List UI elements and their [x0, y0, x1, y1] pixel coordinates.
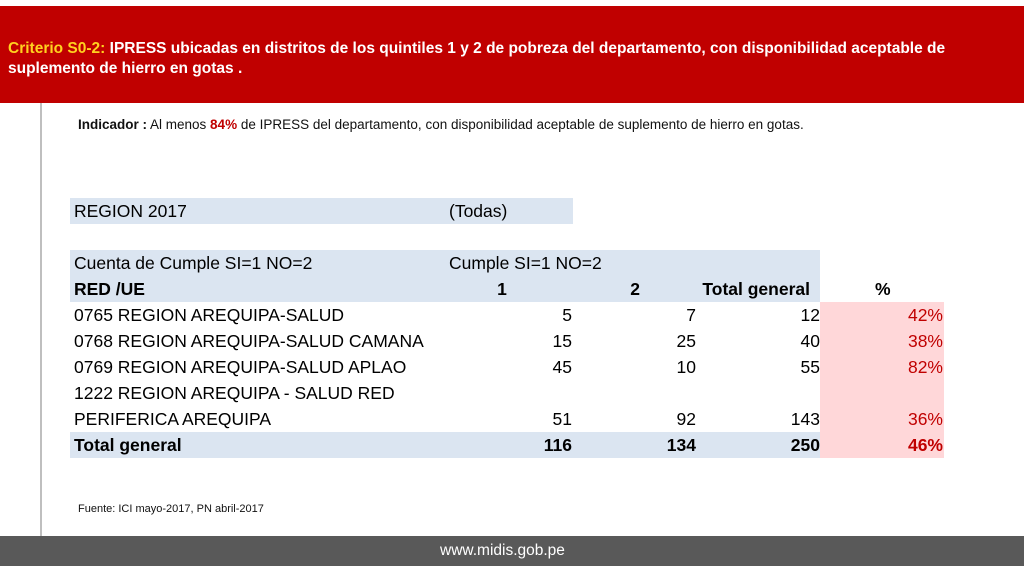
- row-name-line-2: PERIFERICA AREQUIPA: [74, 409, 272, 429]
- source-note: Fuente: ICI mayo-2017, PN abril-2017: [78, 503, 264, 515]
- row-v1: 15: [552, 331, 572, 351]
- criterio-text: IPRESS ubicadas en distritos de los quintiles 1 y 2 de pobreza del departamento, con disponibilidad aceptable de suplemento de hierro en gotas .: [8, 40, 946, 77]
- col-2-header: 2: [630, 279, 640, 299]
- row-name: 0765 REGION AREQUIPA-SALUD: [74, 305, 345, 325]
- row-name: 0768 REGION AREQUIPA-SALUD CAMANA: [74, 331, 424, 351]
- count-label: Cuenta de Cumple SI=1 NO=2: [74, 253, 313, 273]
- indicator-pct: 84%: [210, 117, 238, 132]
- row-name-line-1: 1222 REGION AREQUIPA - SALUD RED: [74, 383, 395, 403]
- region-filter[interactable]: [70, 198, 573, 224]
- row-pct: 82%: [907, 357, 943, 377]
- col-1-header: 1: [497, 279, 507, 299]
- slide-title: [8, 39, 1014, 79]
- filter-value[interactable]: (Todas): [449, 201, 508, 221]
- row-v2: 7: [686, 305, 696, 325]
- vertical-divider: [40, 103, 42, 537]
- row-v1: 5: [562, 305, 572, 325]
- row-v2: 25: [676, 331, 696, 351]
- row-total: 143: [790, 409, 820, 429]
- col-pct-header: %: [875, 279, 891, 299]
- filter-label: REGION 2017: [74, 201, 187, 221]
- row-v1: 51: [552, 409, 572, 429]
- indicator-after: de IPRESS del departamento, con disponibilidad aceptable de suplemento de hierro en gotas.: [237, 117, 804, 132]
- col-total-header: Total general: [702, 279, 810, 299]
- total-total: 250: [790, 435, 820, 455]
- row-total: 12: [800, 305, 820, 325]
- criterio-code: Criterio S0-2:: [8, 40, 106, 57]
- total-v1: 116: [543, 435, 572, 455]
- row-name: 0769 REGION AREQUIPA-SALUD APLAO: [74, 357, 407, 377]
- row-field-label[interactable]: RED /UE: [74, 279, 145, 299]
- total-label: Total general: [74, 435, 182, 455]
- row-v2: 10: [676, 357, 696, 377]
- row-pct: 36%: [907, 409, 943, 429]
- row-total: 40: [800, 331, 820, 351]
- total-v2: 134: [666, 435, 696, 455]
- indicator-before: Al menos: [147, 117, 211, 132]
- footer-bar: [0, 536, 1024, 566]
- row-pct: 38%: [907, 331, 943, 351]
- row-pct: 42%: [907, 305, 943, 325]
- column-field-label[interactable]: Cumple SI=1 NO=2: [449, 253, 602, 273]
- total-pct: 46%: [907, 435, 943, 455]
- footer-url[interactable]: www.midis.gob.pe: [440, 542, 565, 559]
- row-v1: 45: [552, 357, 572, 377]
- row-total: 55: [800, 357, 820, 377]
- indicator-label: Indicador :: [78, 117, 148, 132]
- row-v2: 92: [676, 409, 696, 429]
- total-row-bg: [70, 432, 820, 458]
- title-banner: [0, 6, 1024, 103]
- indicator-text: [78, 117, 804, 132]
